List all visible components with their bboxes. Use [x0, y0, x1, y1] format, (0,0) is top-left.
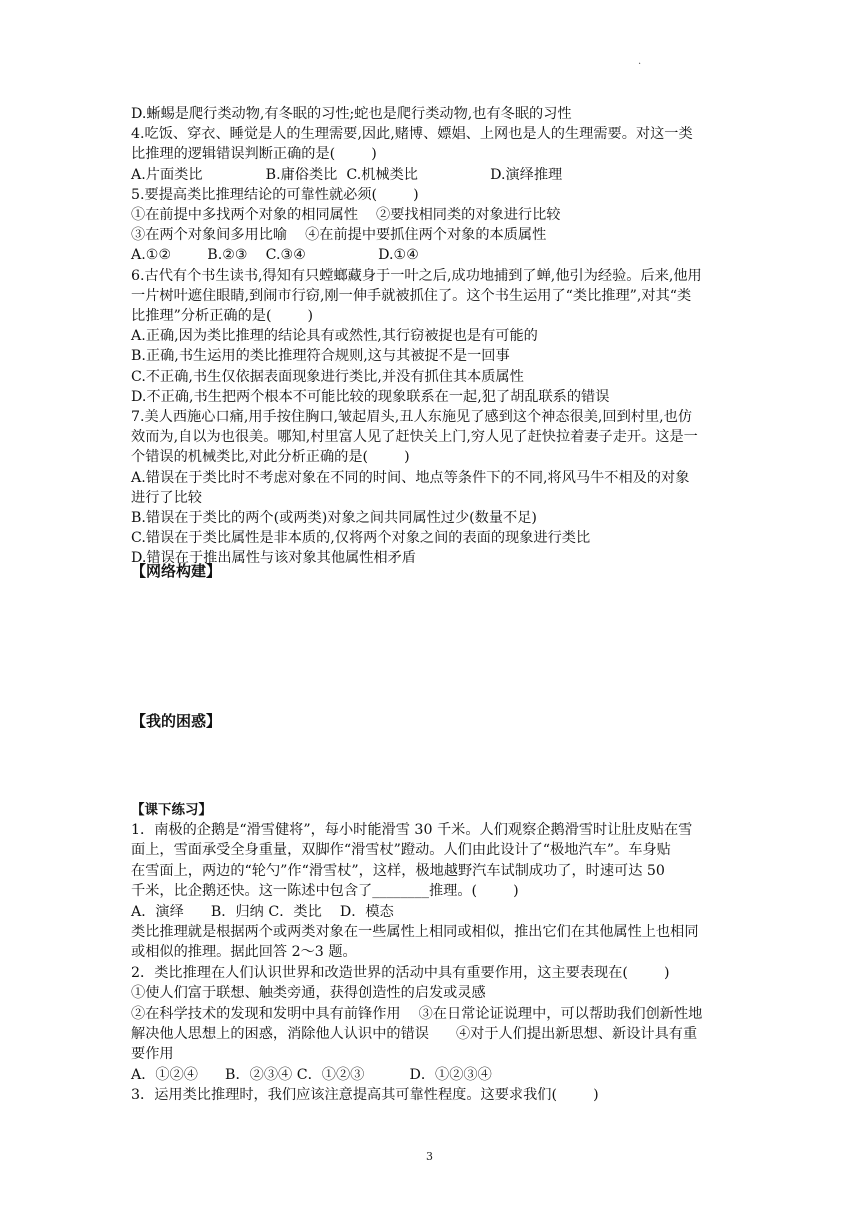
questions-section — [131, 104, 731, 569]
text-line: D.蜥蜴是爬行类动物,有冬眠的习性;蛇也是爬行类动物,也有冬眠的习性 — [131, 106, 572, 122]
text-line: ③在两个对象间多用比喻 ④在前提中要抓住两个对象的本质属性 — [131, 227, 547, 244]
text-line: A.片面类比 B.庸俗类比 C.机械类比 D.演绎推理 — [131, 166, 563, 183]
text-line: 效而为,自以为也很美。哪知,村里富人见了赶快关上门,穷人见了赶快拉着妻子走开。这是一 — [131, 429, 698, 446]
text-line: B.错误在于类比的两个(或两类)对象之间共同属性过少(数量不足) — [131, 510, 537, 527]
heading-after-class-practice: 【课下练习】 — [131, 802, 212, 818]
text-line: A．①②④ B．②③④ C．①②③ D．①②③④ — [131, 1066, 492, 1083]
text-line: B.正确,书生运用的类比推理符合规则,这与其被捉不是一回事 — [131, 348, 510, 365]
text-line: A.错误在于类比时不考虑对象在不同的时间、地点等条件下的不同,将风马牛不相及的对象 — [131, 469, 690, 486]
text-line: 比推理的逻辑错误判断正确的是( ) — [131, 146, 377, 163]
text-line: 比推理”分析正确的是( ) — [131, 308, 314, 325]
text-line: 在雪面上，两边的“轮勺”作“滑雪杖”，这样，极地越野汽车试制成功了，时速可达 50 — [131, 862, 665, 879]
page-number: 3 — [426, 1150, 433, 1163]
text-line: 面上，雪面承受全身重量，双脚作“滑雪杖”蹬动。人们由此设计了“极地汽车”。车身贴 — [131, 842, 671, 859]
text-line: 个错误的机械类比,对此分析正确的是( ) — [131, 449, 410, 466]
text-line: 7.美人西施心口痛,用手按住胸口,皱起眉头,丑人东施见了感到这个神态很美,回到村里,也仿 — [131, 409, 693, 426]
corner-mark: . — [638, 56, 642, 67]
text-line: 2．类比推理在人们认识世界和改造世界的活动中具有重要作用，这主要表现在( ) — [131, 964, 670, 981]
text-line: 要作用 — [131, 1046, 174, 1063]
text-line: 5.要提高类比推理结论的可靠性就必须( ) — [131, 186, 419, 203]
text-line: ②在科学技术的发现和发明中具有前锋作用 ③在日常论证说理中，可以帮助我们创新性地 — [131, 1005, 703, 1022]
text-line: 6.古代有个书生读书,得知有只螳螂藏身于一叶之后,成功地捕到了蝉,他引为经验。后来,他用 — [131, 267, 702, 284]
text-line: ①在前提中多找两个对象的相同属性 ②要找相同类的对象进行比较 — [131, 207, 561, 224]
text-line: ①使人们富于联想、触类旁通，获得创造性的启发或灵感 — [131, 985, 486, 1002]
text-line: A．演绎 B．归纳 C．类比 D．模态 — [131, 903, 394, 920]
text-line: C.错误在于类比属性是非本质的,仅将两个对象之间的表面的现象进行类比 — [131, 530, 591, 547]
text-line: A.正确,因为类比推理的结论具有或然性,其行窃被捉也是有可能的 — [131, 328, 538, 345]
heading-network-construction: 【网络构建】 — [131, 562, 222, 580]
heading-my-confusion: 【我的困惑】 — [131, 712, 222, 730]
text-line: 解决他人思想上的困惑，消除他人认识中的错误 ④对于人们提出新思想、新设计具有重 — [131, 1026, 698, 1043]
text-line: D.不正确,书生把两个根本不可能比较的现象联系在一起,犯了胡乱联系的错误 — [131, 388, 610, 405]
text-line: 类比推理就是根据两个或两类对象在一些属性上相同或相似，推出它们在其他属性上也相同 — [131, 924, 699, 941]
text-line: 3．运用类比推理时，我们应该注意提高其可靠性程度。这要求我们( ) — [131, 1087, 599, 1104]
text-line: 一片树叶遮住眼睛,到闹市行窃,刚一伸手就被抓住了。这个书生运用了“类比推理”,对其“类 — [131, 287, 692, 304]
text-line: D.错误在于推出属性与该对象其他属性相矛盾 — [131, 550, 416, 567]
text-line: 或相似的推理。据此回答 2～3 题。 — [131, 944, 357, 961]
text-line: 千米，比企鹅还快。这一陈述中包含了________推理。( ) — [131, 883, 519, 900]
text-line: 1．南极的企鹅是“滑雪健将”，每小时能滑雪 30 千米。人们观察企鹅滑雪时让肚皮贴在雪 — [131, 822, 693, 838]
text-line: 4.吃饭、穿衣、睡觉是人的生理需要,因此,赌博、嫖娼、上网也是人的生理需要。对这一类 — [131, 126, 693, 143]
text-line: A.①② B.②③ C.③④ D.①④ — [131, 247, 419, 264]
practice-lines — [131, 820, 731, 1106]
text-line: 进行了比较 — [131, 489, 202, 506]
practice-section — [131, 800, 731, 1106]
text-line: C.不正确,书生仅依据表面现象进行类比,并没有抓住其本质属性 — [131, 368, 524, 385]
